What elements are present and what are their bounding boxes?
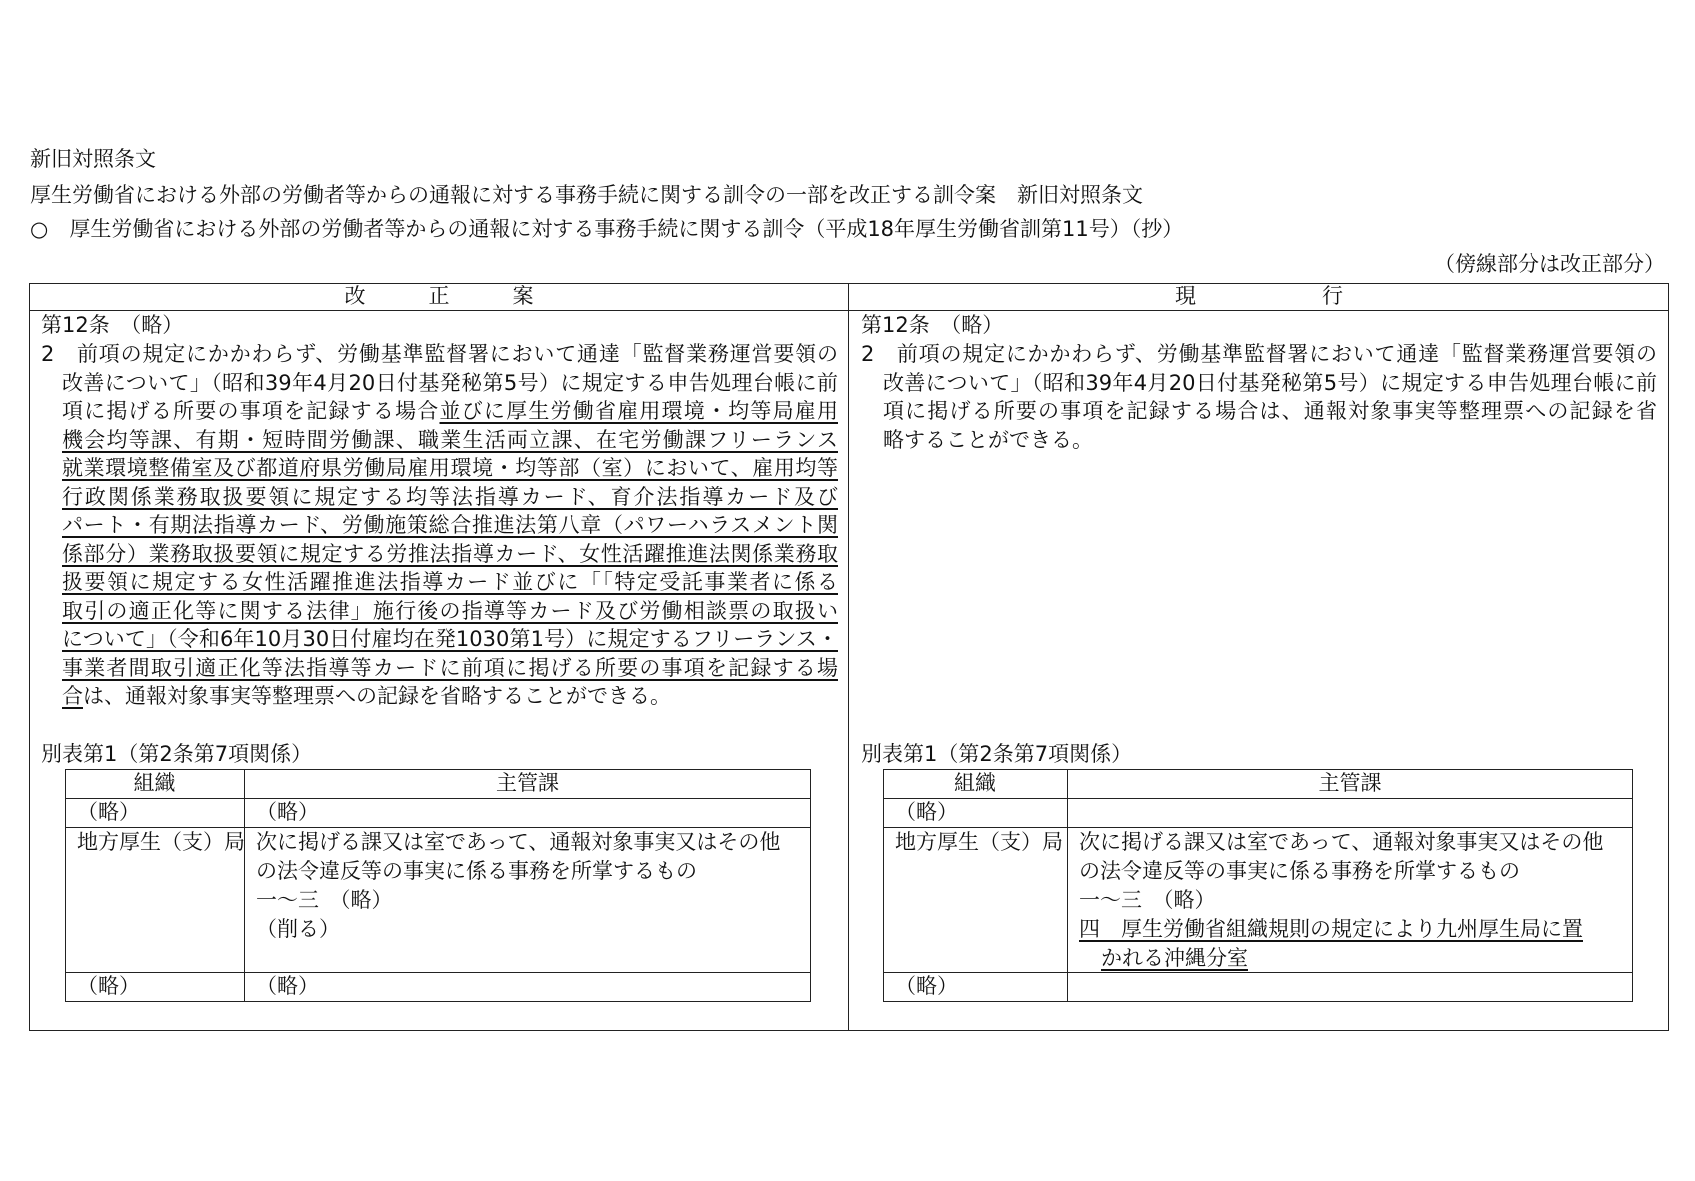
table-row-divider xyxy=(883,972,1633,973)
amended-text: 四 厚生労働省組織規則の規定により九州厚生局に置 xyxy=(1079,917,1583,941)
text-segment: 略することができる。 xyxy=(883,427,1093,452)
paragraph-line xyxy=(62,540,838,568)
paragraph-line xyxy=(883,397,1657,425)
paragraph-line xyxy=(861,340,1657,368)
table-cell: （略） xyxy=(895,974,958,998)
table-cell: 地方厚生（支）局 xyxy=(77,830,245,854)
table-cell-line: の法令違反等の事実に係る事務を所掌するもの xyxy=(1079,859,1520,883)
amended-text: 就業環境整備室及び都道府県労働局雇用環境・均等部（室）において、雇用均等 xyxy=(62,456,838,480)
paragraph-line xyxy=(62,511,838,539)
text-segment: は、通報対象事実等整理票への記録を省略することができる。 xyxy=(83,684,671,708)
amended-text: 取引の適正化等に関する法律」施行後の指導等カード及び労働相談票の取扱い xyxy=(62,598,838,623)
amended-text: 合 xyxy=(62,684,83,708)
header-divider xyxy=(29,310,1669,311)
paragraph-line xyxy=(883,369,1657,397)
text-segment: 改善について」（昭和39年4月20日付基発秘第5号）に規定する申告処理台帳に前 xyxy=(883,370,1657,395)
table-cell-line: 一〜三 （略） xyxy=(256,888,393,912)
amended-text: パート・有期法指導カード、労働施策総合推進法第八章（パワーハラスメント関 xyxy=(62,513,838,537)
table-cell-line: の法令違反等の事実に係る事務を所掌するもの xyxy=(256,859,697,883)
article-12-current: 第12条 （略） xyxy=(861,313,1004,337)
table-cell: （略） xyxy=(256,800,319,824)
table-column-divider xyxy=(244,769,245,1002)
amended-text: 行政関係業務取扱要領に規定する均等法指導カード、育介法指導カード及び xyxy=(62,484,838,509)
paragraph-line xyxy=(62,568,838,596)
paragraph-line xyxy=(62,597,838,625)
column-header-current: 現 行 xyxy=(1175,284,1343,308)
appendix-title-current: 別表第1（第2条第7項関係） xyxy=(861,742,1133,766)
table-cell: （略） xyxy=(77,974,140,998)
amended-text: かれる沖縄分室 xyxy=(1101,946,1248,970)
table-header-organization: 組織 xyxy=(954,771,996,795)
table-header-organization: 組織 xyxy=(133,771,176,795)
paragraph-line xyxy=(62,625,838,653)
table-border xyxy=(65,769,811,1002)
text-segment: 項に掲げる所要の事項を記録する場合は、通報対象事実等整理票への記録を省 xyxy=(883,399,1657,423)
table-cell-line: 次に掲げる課又は室であって、通報対象事実又はその他 xyxy=(256,830,781,854)
amended-text: 係部分）業務取扱要領に規定する労推法指導カード、女性活躍推進法関係業務取 xyxy=(62,541,838,566)
amended-text: 機会均等課、有期・短時間労働課、職業生活両立課、在宅労働課フリーランス xyxy=(62,427,838,452)
document-heading: 新旧対照条文 xyxy=(30,147,156,171)
table-cell: 地方厚生（支）局 xyxy=(895,830,1063,854)
text-segment: 項に掲げる所要の事項を記録する場合 xyxy=(62,399,440,423)
appendix-title-revised: 別表第1（第2条第7項関係） xyxy=(41,742,313,766)
paragraph-line xyxy=(62,483,838,511)
paragraph-line xyxy=(62,682,838,710)
document-subtitle: ○ 厚生労働省における外部の労働者等からの通報に対する事務手続に関する訓令（平成18年厚生労働省訓第11号）（抄） xyxy=(30,217,1184,241)
table-row-divider xyxy=(65,798,811,799)
table-cell: （略） xyxy=(256,974,319,998)
document-title: 厚生労働省における外部の労働者等からの通報に対する事務手続に関する訓令の一部を改正する訓令案 新旧対照条文 xyxy=(30,183,1143,207)
paragraph-line xyxy=(62,369,838,397)
table-cell-line: （削る） xyxy=(256,917,340,941)
amended-text: 並びに厚生労働省雇用環境・均等局雇用 xyxy=(439,399,838,423)
underline-note: （傍線部分は改正部分） xyxy=(1434,252,1665,276)
column-header-revised: 改 正 案 xyxy=(344,284,534,308)
paragraph-line xyxy=(62,397,838,425)
table-cell: （略） xyxy=(895,800,958,824)
article-12-revised: 第12条 （略） xyxy=(41,313,184,337)
table-cell: （略） xyxy=(77,800,140,824)
text-segment: 2 前項の規定にかかわらず、労働基準監督署において通達「監督業務運営要領の xyxy=(861,342,1657,366)
amended-text: について」（令和6年10月30日付雇均在発1030第1号）に規定するフリーランス・ xyxy=(62,627,838,651)
paragraph-line xyxy=(62,454,838,482)
text-segment: 改善について」（昭和39年4月20日付基発秘第5号）に規定する申告処理台帳に前 xyxy=(62,370,838,395)
table-border xyxy=(883,769,1633,1002)
table-cell-line: 次に掲げる課又は室であって、通報対象事実又はその他 xyxy=(1079,830,1604,854)
table-header-department: 主管課 xyxy=(1318,771,1382,795)
text-segment: 2 前項の規定にかかわらず、労働基準監督署において通達「監督業務運営要領の xyxy=(41,342,838,366)
paragraph-line xyxy=(62,426,838,454)
table-row-divider xyxy=(65,972,811,973)
table-header-department: 主管課 xyxy=(496,771,559,795)
paragraph-line xyxy=(883,426,1657,454)
amended-text: 事業者間取引適正化等法指導等カードに前項に掲げる所要の事項を記録する場 xyxy=(62,655,838,680)
table-column-divider xyxy=(1067,769,1068,1002)
paragraph-line xyxy=(62,654,838,682)
table-row-divider xyxy=(883,798,1633,799)
column-divider xyxy=(848,283,849,1031)
paragraph-line xyxy=(41,340,838,368)
table-cell-line: 一〜三 （略） xyxy=(1079,888,1216,912)
amended-text: 扱要領に規定する女性活躍推進法指導カード並びに「「特定受託事業者に係る xyxy=(62,570,838,594)
